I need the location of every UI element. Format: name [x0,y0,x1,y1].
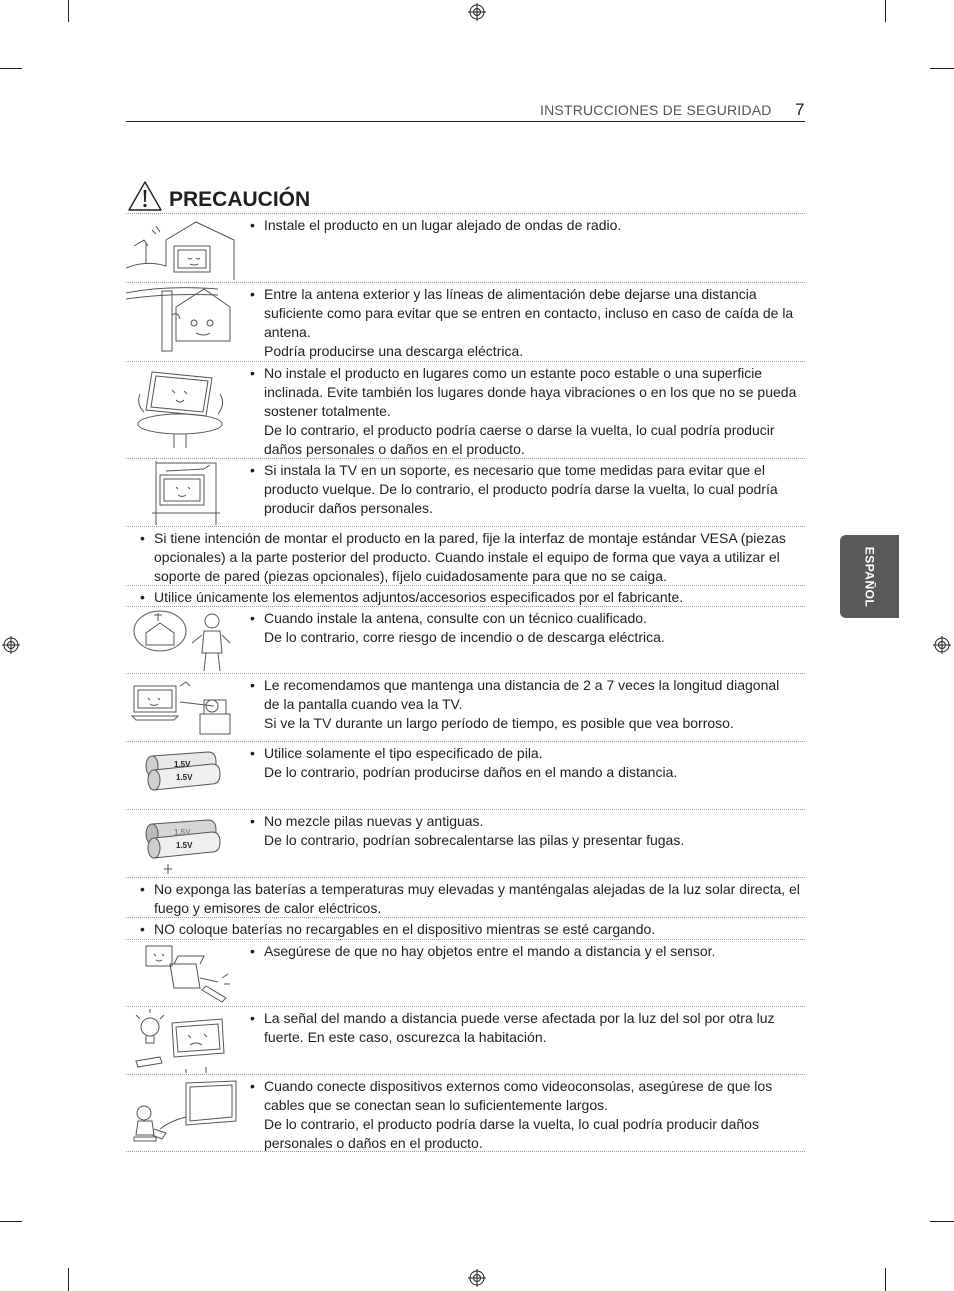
remote-sunlight-illustration [126,1009,244,1078]
list-item: • Asegúrese de que no hay objetos entre el mando a distancia y el sensor. [126,939,805,1006]
language-tab [840,535,899,618]
caution-title: PRECAUCIÓN [169,188,311,211]
crop-mark [68,1268,69,1291]
antenna-technician-illustration [126,609,244,676]
item-text-line: NO coloque baterías no recargables en el dispositivo mientras se esté cargando. [154,921,656,937]
item-text-line: Le recomendamos que mantenga una distancia de 2 a 7 veces la longitud diagonal de la pantalla cuando vea la TV. [264,677,780,712]
crop-mark [885,1268,886,1291]
item-text-line: Cuando instale la antena, consulte con un técnico cualificado. [264,610,647,626]
registration-mark-icon [468,3,486,21]
house-radio-waves-illustration [126,216,244,285]
item-text-line: De lo contrario, el producto podría caerse o darse la vuelta, lo cual podría producir daños personales o daños en el producto. [264,422,775,457]
item-text-line: La señal del mando a distancia puede verse afectada por la luz del sol por otra luz fuerte. En este caso, oscurezca la habitación. [264,1010,775,1045]
crop-mark [0,68,22,69]
list-item: • Cuando instale la antena, consulte con un técnico cualificado. De lo contrario, corre riesgo de incendio o de descarga eléctrica. [126,606,805,673]
item-text-line: No mezcle pilas nuevas y antiguas. [264,813,484,829]
battery-label: 1.5V [176,841,193,850]
crop-mark [930,68,954,69]
viewing-distance-illustration [126,676,244,745]
item-text-line: Si instala la TV en un soporte, es necesario que tome medidas para evitar que el producto vuelque. De lo contrario, el producto podría darse la vuelta, lo cual podría producir daños personales. [264,462,778,516]
crop-mark [68,0,69,22]
crop-mark [930,1221,954,1222]
item-text-line: Entre la antena exterior y las líneas de alimentación debe dejarse una distancia suficiente como para evitar que se entren en contacto, incluso en caso de caída de la antena. [264,286,794,340]
list-item: • No instale el producto en lugares como un estante poco estable o una superficie inclinada. Evite también los lugares donde haya vibraciones o en los que no se pueda sostener totalmente. De lo contrario, el producto podría caerse o darse la vuelta, lo cual podría producir daños personales o daños en el producto. [126,361,805,458]
old-new-batteries-illustration [126,812,244,881]
list-item: • Utilice únicamente los elementos adjuntos/accesorios especificados por el fabricante. [126,585,805,606]
batteries-illustration [126,744,244,813]
item-text-line: Asegúrese de que no hay objetos entre el mando a distancia y el sensor. [264,943,716,959]
battery-label: 1.5V [174,760,191,769]
item-text-line: Utilice únicamente los elementos adjuntos/accesorios especificados por el fabricante. [154,589,684,605]
item-text-line: No exponga las baterías a temperaturas muy elevadas y manténgalas alejadas de la luz solar directa, el fuego y emisores de calor eléctricos. [154,881,800,916]
list-item: 1.5V 1.5V • Utilice solamente el tipo especificado de pila. De lo contrario, podrían producirse daños en el mando a distancia. [126,741,805,809]
header-divider [126,121,805,122]
antenna-power-line-illustration [126,285,244,364]
caution-heading [127,176,310,212]
list-item: • Si tiene intención de montar el producto en la pared, fije la interfaz de montaje estándar VESA (piezas opcionales) a la parte posterior del producto. Cuando instale el equipo de forma que vaya a utilizar el soporte de pared (piezas opcionales), fíjelo cuidadosamente para que no se caiga. [126,526,805,585]
tv-stand-fastening-illustration [126,461,244,530]
item-text-line: De lo contrario, corre riesgo de incendio o de descarga eléctrica. [264,629,665,645]
list-item: • Le recomendamos que mantenga una distancia de 2 a 7 veces la longitud diagonal de la pantalla cuando vea la TV. Si ve la TV durante un largo período de tiempo, es posible que vea borroso. [126,673,805,741]
item-text-line: De lo contrario, podrían sobrecalentarse las pilas y presentar fugas. [264,832,685,848]
list-item: • Entre la antena exterior y las líneas de alimentación debe dejarse una distancia suficiente como para evitar que se entren en contacto, incluso en caso de caída de la antena. Podría producirse una descarga eléctrica. [126,282,805,361]
crop-mark [885,0,886,22]
registration-mark-icon [933,636,951,654]
item-text-line: Podría producirse una descarga eléctrica. [264,343,524,359]
item-text-line: Utilice solamente el tipo especificado de pila. [264,745,543,761]
language-tab-label: ESPAÑOL [862,546,877,607]
crop-mark [0,1221,22,1222]
list-item: • Instale el producto en un lugar alejado de ondas de radio. [126,213,805,282]
list-item: • Cuando conecte dispositivos externos como videoconsolas, asegúrese de que los cables que se conectan sean lo suficientemente largos. De lo contrario, el producto podría darse la vuelta, lo cual podría producir daños personales o daños en el producto. [126,1074,805,1152]
battery-label: 1.5V [176,773,193,782]
item-text-line: No instale el producto en lugares como un estante poco estable o una superficie inclinada. Evite también los lugares donde haya vibraciones o en los que no se pueda sostener totalmente. [264,365,797,419]
battery-label: 1.5V [174,828,191,837]
item-text-line: Si tiene intención de montar el producto en la pared, fije la interfaz de montaje estándar VESA (piezas opcionales) a la parte posterior del producto. Cuando instale el equipo de forma que vaya a utilizar el soporte de pared (piezas opcionales), fíjelo cuidadosamente para que no se caiga. [154,530,786,584]
item-text-line: De lo contrario, el producto podría darse la vuelta, lo cual podría producir daños personales o daños en el producto. [264,1116,759,1151]
registration-mark-icon [2,636,20,654]
tv-unstable-shelf-illustration [126,364,244,457]
remote-obstacle-illustration [126,942,244,1009]
registration-mark-icon [468,1269,486,1287]
list-item: • Si instala la TV en un soporte, es necesario que tome medidas para evitar que el producto vuelque. De lo contrario, el producto podría darse la vuelta, lo cual podría producir daños personales. [126,458,805,526]
caution-list [126,213,805,1152]
list-item: 1.5V 1.5V • No mezcle pilas nuevas y antiguas. De lo contrario, podrían sobrecalentarse las pilas y presentar fugas. [126,809,805,877]
list-item: • NO coloque baterías no recargables en el dispositivo mientras se esté cargando. [126,917,805,939]
item-text-line: Instale el producto en un lugar alejado de ondas de radio. [264,217,622,233]
item-text-line: Cuando conecte dispositivos externos como videoconsolas, asegúrese de que los cables que se conectan sean lo suficientemente largos. [264,1078,773,1113]
list-item: • La señal del mando a distancia puede verse afectada por la luz del sol por otra luz fuerte. En este caso, oscurezca la habitación. [126,1006,805,1074]
external-device-cable-illustration [126,1077,244,1154]
item-text-line: Si ve la TV durante un largo período de tiempo, es posible que vea borroso. [264,715,734,731]
item-text-line: De lo contrario, podrían producirse daños en el mando a distancia. [264,764,678,780]
warning-triangle-icon [127,180,163,212]
section-title: INSTRUCCIONES DE SEGURIDAD [540,102,772,118]
list-item: • No exponga las baterías a temperaturas muy elevadas y manténgalas alejadas de la luz solar directa, el fuego y emisores de calor eléctricos. [126,877,805,917]
page-number: 7 [795,100,805,119]
